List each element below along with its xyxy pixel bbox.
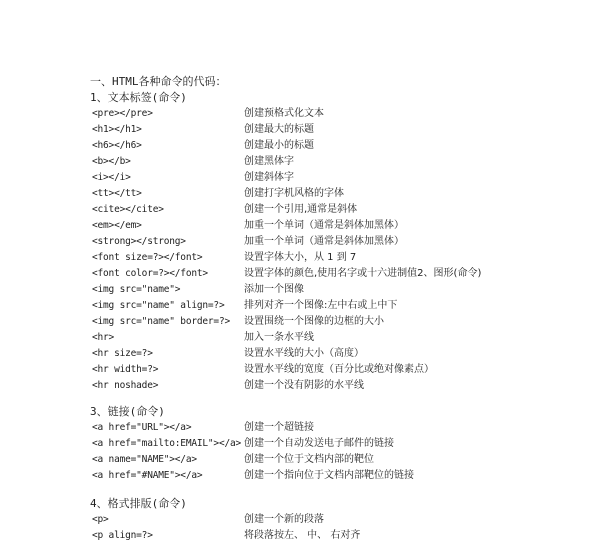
tag-description: 设置字体大小，从 1 到 7 (244, 252, 357, 263)
tag-description: 加重一个单词（通常是斜体加黑体） (244, 220, 404, 231)
list-item (92, 468, 592, 484)
list-item (92, 362, 592, 378)
tag-description: 创建一个位于文档内部的靶位 (244, 454, 374, 465)
tag-code: <a href="mailto:EMAIL"></a> (92, 438, 242, 449)
tag-code: <p> (92, 514, 109, 525)
list-item (92, 436, 592, 452)
tag-code: <hr width=?> (92, 364, 159, 375)
tag-code: <p align=?> (92, 530, 153, 541)
list-item (92, 234, 592, 250)
tag-code: <font color=?></font> (92, 268, 208, 279)
tag-description: 创建一个指向位于文档内部靶位的链接 (244, 470, 414, 481)
list-item (92, 314, 592, 330)
document-title: 一、HTML各种命令的代码： (90, 75, 227, 88)
tag-description: 创建一个超链接 (244, 422, 314, 433)
tag-description: 创建预格式化文本 (244, 108, 324, 119)
tag-code: <img src="name"> (92, 284, 181, 295)
tag-description: 加入一条水平线 (244, 332, 314, 343)
tag-code: <img src="name" border=?> (92, 316, 230, 327)
tag-code: <a href="URL"></a> (92, 422, 192, 433)
tag-code: <h6></h6> (92, 140, 142, 151)
list-item (92, 186, 592, 202)
tag-code: <h1></h1> (92, 124, 142, 135)
list-item (92, 528, 592, 544)
list-item (92, 420, 592, 436)
list-item (92, 138, 592, 154)
list-item (92, 250, 592, 266)
tag-code: <hr noshade> (92, 380, 159, 391)
tag-description: 排列对齐一个图像:左中右或上中下 (244, 300, 398, 311)
tag-code: <hr size=?> (92, 348, 153, 359)
list-item (92, 106, 592, 122)
tag-description: 加重一个单词（通常是斜体加黑体） (244, 236, 404, 247)
tag-code: <i></i> (92, 172, 131, 183)
tag-code: <b></b> (92, 156, 131, 167)
list-item (92, 298, 592, 314)
list-item (92, 512, 592, 528)
tag-code: <a href="#NAME"></a> (92, 470, 203, 481)
tag-description: 创建斜体字 (244, 172, 294, 183)
tag-code: <a name="NAME"></a> (92, 454, 197, 465)
section-heading-links: 3、链接(命令) (90, 405, 165, 418)
tag-description: 将段落按左、 中、 右对齐 (244, 530, 361, 541)
tag-description: 设置水平线的宽度（百分比或绝对像素点） (244, 364, 434, 375)
section-heading-formatting: 4、格式排版(命令) (90, 497, 187, 510)
tag-description: 创建一个新的段落 (244, 514, 324, 525)
tag-description: 设置字体的颜色,使用名字或十六进制值2、图形(命令) (244, 268, 482, 279)
list-item (92, 378, 592, 394)
tag-code: <strong></strong> (92, 236, 186, 247)
list-item (92, 266, 592, 282)
list-item (92, 170, 592, 186)
list-item (92, 346, 592, 362)
tag-description: 创建一个没有阴影的水平线 (244, 380, 364, 391)
tag-description: 添加一个图像 (244, 284, 304, 295)
tag-description: 创建最大的标题 (244, 124, 314, 135)
tag-code: <font size=?></font> (92, 252, 203, 263)
tag-description: 创建打字机风格的字体 (244, 188, 344, 199)
list-item (92, 452, 592, 468)
list-item (92, 282, 592, 298)
tag-code: <em></em> (92, 220, 142, 231)
section-heading-text-tags: 1、文本标签(命令) (90, 91, 187, 104)
tag-description: 设置水平线的大小（高度） (244, 348, 364, 359)
tag-description: 创建最小的标题 (244, 140, 314, 151)
list-item (92, 154, 592, 170)
list-item (92, 330, 592, 346)
tag-code: <pre></pre> (92, 108, 153, 119)
list-item (92, 202, 592, 218)
list-item (92, 218, 592, 234)
tag-code: <img src="name" align=?> (92, 300, 225, 311)
tag-description: 创建一个引用,通常是斜体 (244, 204, 358, 215)
tag-description: 创建一个自动发送电子邮件的链接 (244, 438, 394, 449)
tag-description: 设置围绕一个图像的边框的大小 (244, 316, 384, 327)
tag-description: 创建黑体字 (244, 156, 294, 167)
list-item (92, 122, 592, 138)
tag-code: <hr> (92, 332, 115, 343)
tag-code: <cite></cite> (92, 204, 164, 215)
tag-code: <tt></tt> (92, 188, 142, 199)
